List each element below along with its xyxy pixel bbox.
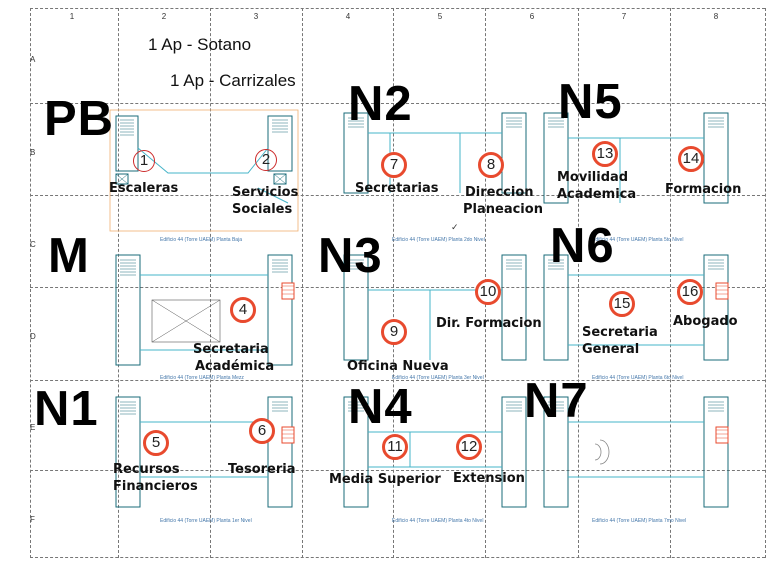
grid-row-label: D [30, 332, 36, 341]
plan-caption: Edificio 44 (Torre UAEM) Planta 2do Nivel [392, 237, 485, 243]
plan-caption: Edificio 44 (Torre UAEM) Planta 6to Nivel [592, 375, 684, 381]
marker-4: 4 [230, 297, 256, 323]
room-label-extension: Extension [453, 471, 525, 486]
marker-8: 8 [478, 152, 504, 178]
marker-15: 15 [609, 291, 635, 317]
marker-2: 2 [255, 149, 277, 171]
carrizales-note: 1 Ap - Carrizales [170, 71, 296, 90]
check-mark: ✓ [451, 222, 459, 232]
grid-column-label: 4 [345, 12, 351, 21]
level-title-n2: N2 [348, 77, 413, 131]
room-label-formacion: Formacion [665, 182, 742, 197]
level-title-m: M [48, 229, 90, 283]
marker-9: 9 [381, 319, 407, 345]
plan-caption: Edificio 44 (Torre UAEM) Planta 5to Nivel [592, 237, 684, 243]
grid-column-label: 8 [713, 12, 719, 21]
plan-caption: Edificio 44 (Torre UAEM) Planta Baja [160, 237, 242, 243]
plan-caption: Edificio 44 (Torre UAEM) Planta 7mo Nivel [592, 518, 687, 524]
grid-line [30, 557, 765, 558]
marker-7: 7 [381, 152, 407, 178]
grid-row-label: A [30, 55, 36, 64]
level-title-n6: N6 [550, 219, 615, 273]
grid-column-label: 5 [437, 12, 443, 21]
level-title-n7: N7 [524, 374, 589, 428]
grid-column-label: 6 [529, 12, 535, 21]
marker-1: 1 [133, 150, 155, 172]
level-title-n5: N5 [558, 75, 623, 129]
plan-caption: Edificio 44 (Torre UAEM) Planta 3er Nivel [392, 375, 484, 381]
marker-13: 13 [592, 141, 618, 167]
basement-note: 1 Ap - Sotano [148, 35, 252, 54]
plan-caption: Edificio 44 (Torre UAEM) Planta 1er Nivel [160, 518, 252, 524]
room-label-secretaria-academica: Secretaria Académica [193, 342, 275, 374]
level-title-pb: PB [44, 92, 115, 146]
marker-16: 16 [677, 279, 703, 305]
marker-10: 10 [475, 279, 501, 305]
room-label-secretarias: Secretarias [355, 181, 439, 196]
grid-row-label: B [30, 148, 36, 157]
room-label-dir-formacion: Dir. Formacion [436, 316, 542, 331]
grid-column-label: 3 [253, 12, 259, 21]
grid-row-label: C [30, 240, 36, 249]
level-title-n1: N1 [34, 382, 99, 436]
room-label-abogado: Abogado [673, 314, 738, 329]
level-title-n3: N3 [318, 229, 383, 283]
grid-column-label: 2 [161, 12, 167, 21]
marker-12: 12 [456, 434, 482, 460]
room-label-recursos-financieros: Recursos Financieros [113, 462, 198, 494]
grid-row-label: E [30, 423, 36, 432]
room-label-media-superior: Media Superior [329, 472, 441, 487]
marker-5: 5 [143, 430, 169, 456]
grid-line [30, 8, 31, 558]
plan-caption: Edificio 44 (Torre UAEM) Planta Mezz [160, 375, 244, 381]
room-label-servicios-sociales: Servicios Sociales [232, 185, 299, 217]
level-title-n4: N4 [348, 380, 413, 434]
marker-11: 11 [382, 434, 408, 460]
room-label-secretaria-general: Secretaria General [582, 325, 658, 357]
grid-row-label: F [30, 515, 35, 524]
marker-6: 6 [249, 418, 275, 444]
grid-line [302, 8, 303, 558]
grid-line [30, 8, 765, 9]
marker-14: 14 [678, 146, 704, 172]
room-label-oficina-nueva: Oficina Nueva [347, 359, 449, 374]
room-label-direccion-planeacion: Direccion Planeacion [463, 185, 543, 217]
plan-caption: Edificio 44 (Torre UAEM) Planta 4to Nivel [392, 518, 484, 524]
grid-column-label: 1 [69, 12, 75, 21]
grid-column-label: 7 [621, 12, 627, 21]
room-label-escaleras: Escaleras [109, 181, 179, 196]
floor-plan-n1 [108, 392, 300, 522]
room-label-movilidad-academica: Movilidad Academica [557, 170, 637, 202]
grid-line [765, 8, 766, 558]
room-label-tesoreria: Tesoreria [228, 462, 296, 477]
